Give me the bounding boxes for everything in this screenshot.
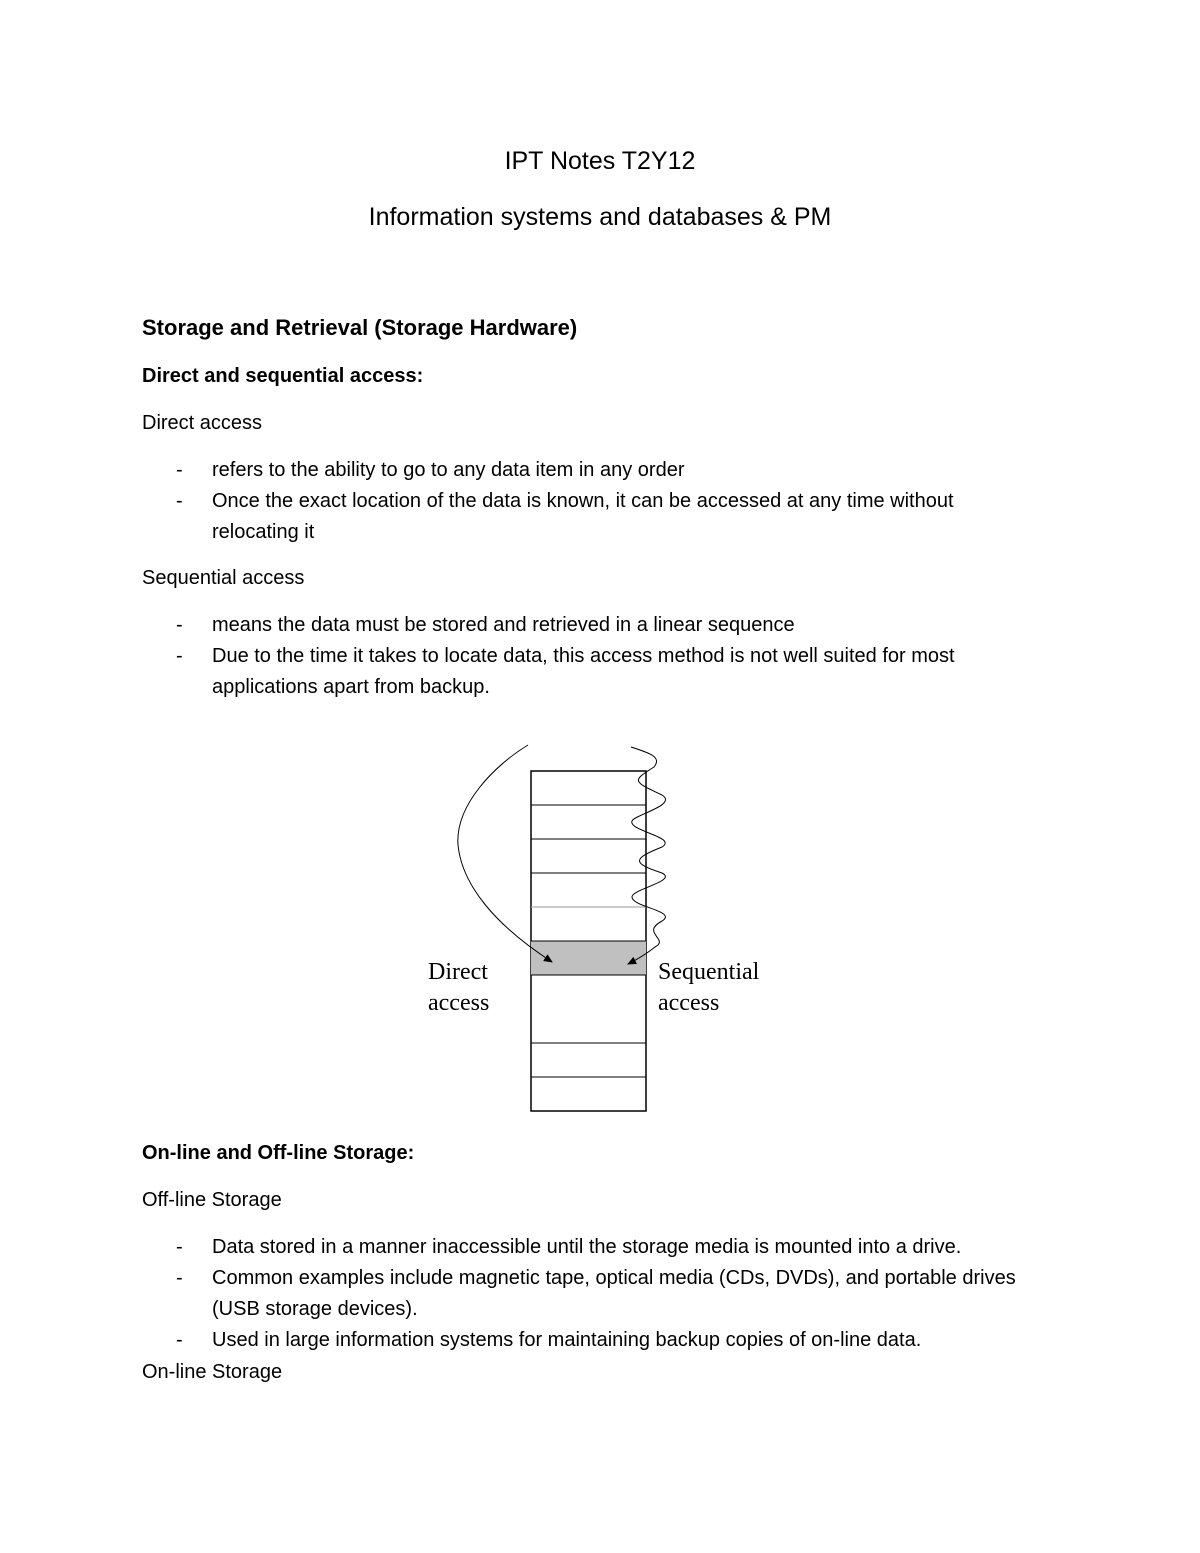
bullet-dash: - (176, 1329, 183, 1351)
list-item (142, 1232, 1042, 1263)
document-subtitle: Information systems and databases & PM (368, 203, 832, 231)
target-block-highlight (531, 941, 646, 975)
sequential-access-caption-line1: Sequential (658, 959, 760, 985)
bullet-dash: - (176, 645, 183, 667)
direct-access-label: Direct access (142, 412, 263, 434)
direct-access-list (142, 455, 1042, 548)
list-item (142, 455, 1042, 486)
list-item (142, 610, 1042, 641)
subheading-direct-sequential: Direct and sequential access: (142, 365, 424, 387)
list-item-text: Due to the time it takes to locate data, this access method is not well suited for most applications apart from backup. (212, 645, 955, 698)
list-item-text: Used in large information systems for maintaining backup copies of on-line data. (212, 1329, 922, 1351)
offline-storage-list (142, 1232, 1042, 1356)
access-diagram (400, 735, 800, 1120)
list-item (142, 1263, 1042, 1325)
direct-access-caption-line1: Direct (428, 959, 488, 985)
list-item-text: refers to the ability to go to any data item in any order (212, 459, 685, 481)
list-item-text: Data stored in a manner inaccessible until the storage media is mounted into a drive. (212, 1236, 962, 1258)
list-item-text: Common examples include magnetic tape, optical media (CDs, DVDs), and portable drives (USB storage devices). (212, 1267, 1016, 1320)
sequential-access-caption-line2: access (658, 990, 720, 1016)
bullet-dash: - (176, 614, 183, 636)
online-storage-label: On-line Storage (142, 1361, 283, 1383)
list-item-text: means the data must be stored and retrieved in a linear sequence (212, 614, 795, 636)
list-item (142, 1325, 1042, 1356)
sequential-access-label: Sequential access (142, 567, 305, 589)
list-item (142, 486, 1042, 548)
sequential-access-list (142, 610, 1042, 703)
document-title: IPT Notes T2Y12 (504, 147, 696, 175)
subheading-online-offline: On-line and Off-line Storage: (142, 1142, 415, 1164)
section-heading-storage-retrieval: Storage and Retrieval (Storage Hardware) (142, 315, 578, 340)
bullet-dash: - (176, 459, 183, 481)
direct-access-caption-line2: access (428, 990, 490, 1016)
storage-blocks (531, 771, 646, 1111)
bullet-dash: - (176, 1236, 183, 1258)
offline-storage-label: Off-line Storage (142, 1189, 282, 1211)
bullet-dash: - (176, 490, 183, 512)
list-item-text: Once the exact location of the data is known, it can be accessed at any time without relocating it (212, 490, 954, 543)
bullet-dash: - (176, 1267, 183, 1289)
list-item (142, 641, 1042, 703)
